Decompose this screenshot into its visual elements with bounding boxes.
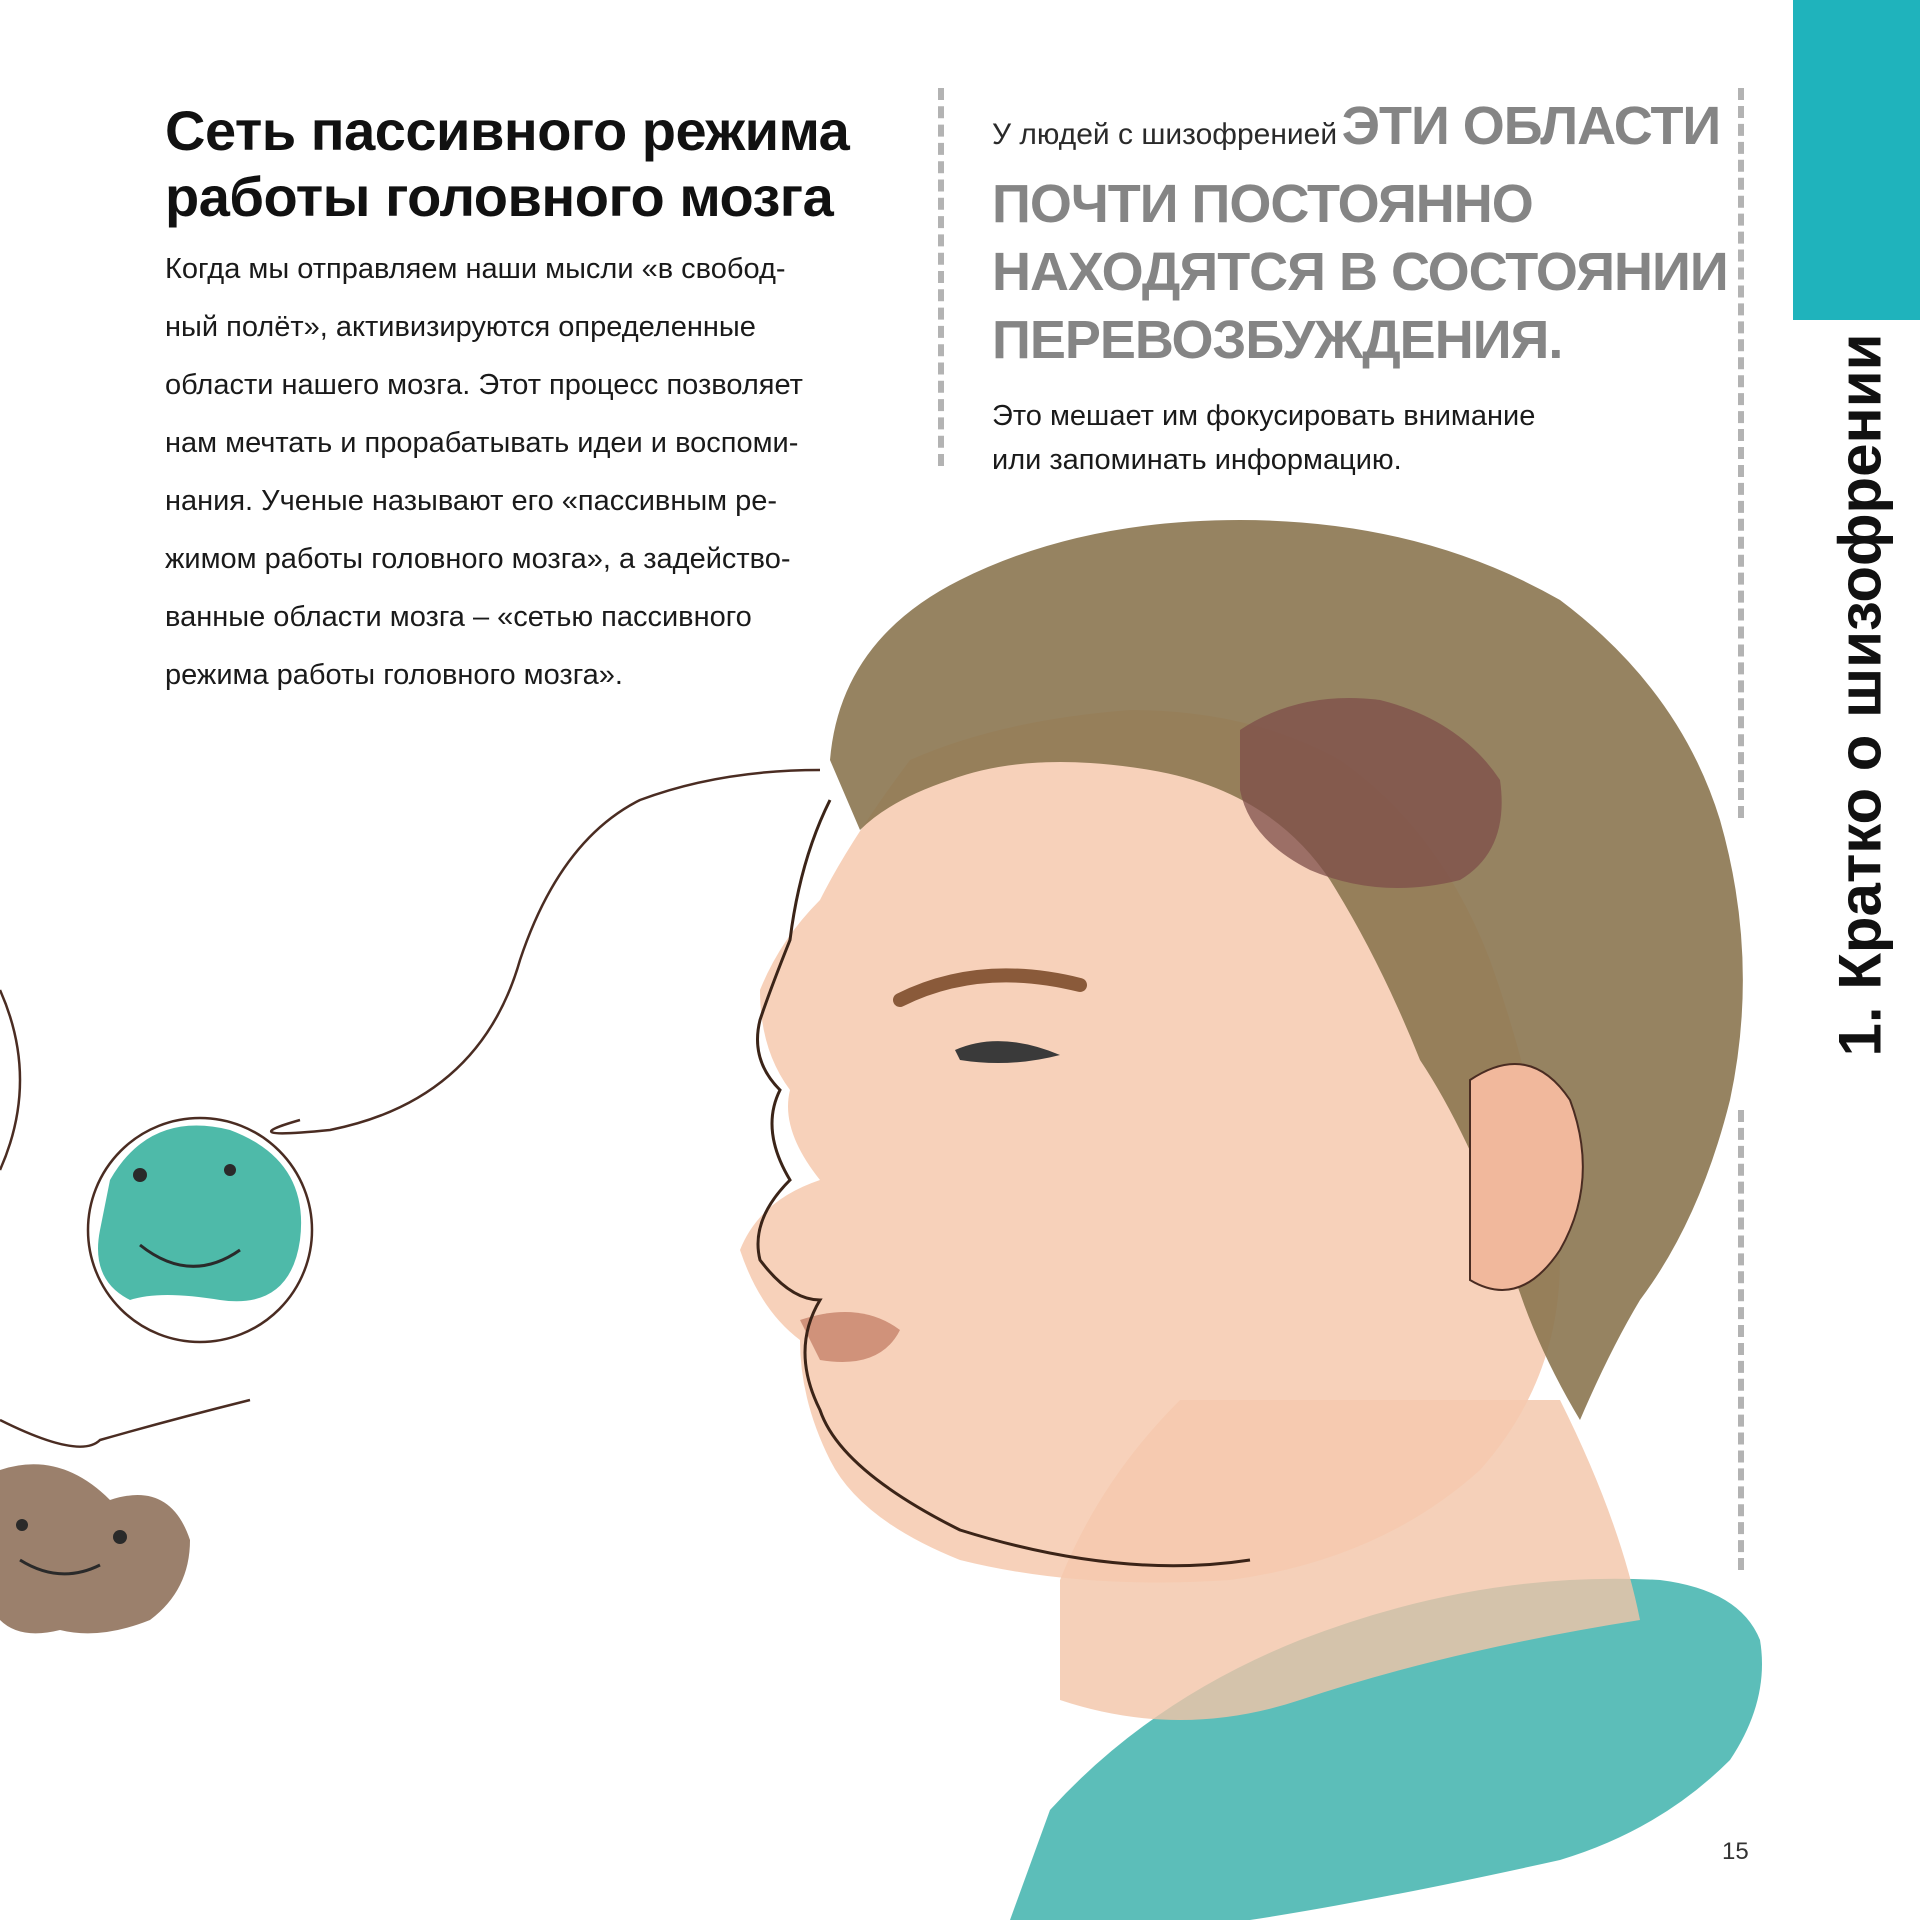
page-title-line-1: Сеть пассивного режима — [165, 99, 850, 162]
body-line: области нашего мозга. Этот процесс позволяет — [165, 369, 803, 401]
body-line: режима работы головного мозга». — [165, 659, 623, 691]
body-line: Когда мы отправляем наши мысли «в свобод- — [165, 253, 786, 285]
callout-block — [992, 96, 1728, 482]
dashed-divider-left — [938, 88, 944, 466]
brown-blob-eye-right — [113, 1530, 127, 1544]
body-line: нам мечтать и прорабатывать идеи и воспоми- — [165, 427, 799, 459]
callout-note-line: или запоминать информацию. — [992, 444, 1402, 476]
callout-emphasis-line: ПЕРЕВОЗБУЖДЕНИЯ. — [992, 310, 1563, 370]
callout-intro: У людей с шизофренией — [992, 118, 1338, 151]
page-title-line-2: работы головного мозга — [165, 165, 834, 228]
callout-emphasis-line: НАХОДЯТСЯ В СОСТОЯНИИ — [992, 242, 1728, 302]
brown-blob — [0, 1464, 190, 1633]
body-line: ный полёт», активизируются определенные — [165, 311, 756, 343]
callout-note-line: Это мешает им фокусировать внимание — [992, 400, 1536, 432]
callout-line-1 — [992, 96, 1721, 170]
chapter-tab — [1793, 0, 1920, 320]
callout-emphasis-line: ЭТИ ОБЛАСТИ — [1341, 96, 1721, 156]
page-title — [165, 98, 925, 230]
page-number: 15 — [1722, 1838, 1749, 1865]
body-paragraph — [165, 240, 905, 704]
body-line: жимом работы головного мозга», а задейство- — [165, 543, 791, 575]
body-line: нания. Ученые называют его «пассивным ре- — [165, 485, 778, 517]
green-blob — [98, 1126, 301, 1302]
thought-line — [271, 770, 820, 1133]
callout-emphasis-line: ПОЧТИ ПОСТОЯННО — [992, 174, 1533, 234]
green-blob-eye-left — [133, 1168, 147, 1182]
callout-note — [992, 394, 1712, 482]
chapter-title-vertical: 1. Кратко о шизофрении — [1826, 333, 1894, 1057]
body-line: ванные области мозга – «сетью пассивного — [165, 601, 752, 633]
brown-blob-eye-left — [16, 1519, 28, 1531]
dashed-divider-right — [1738, 88, 1744, 818]
dashed-divider-right-lower — [1738, 1110, 1744, 1570]
green-blob-eye-right — [224, 1164, 236, 1176]
